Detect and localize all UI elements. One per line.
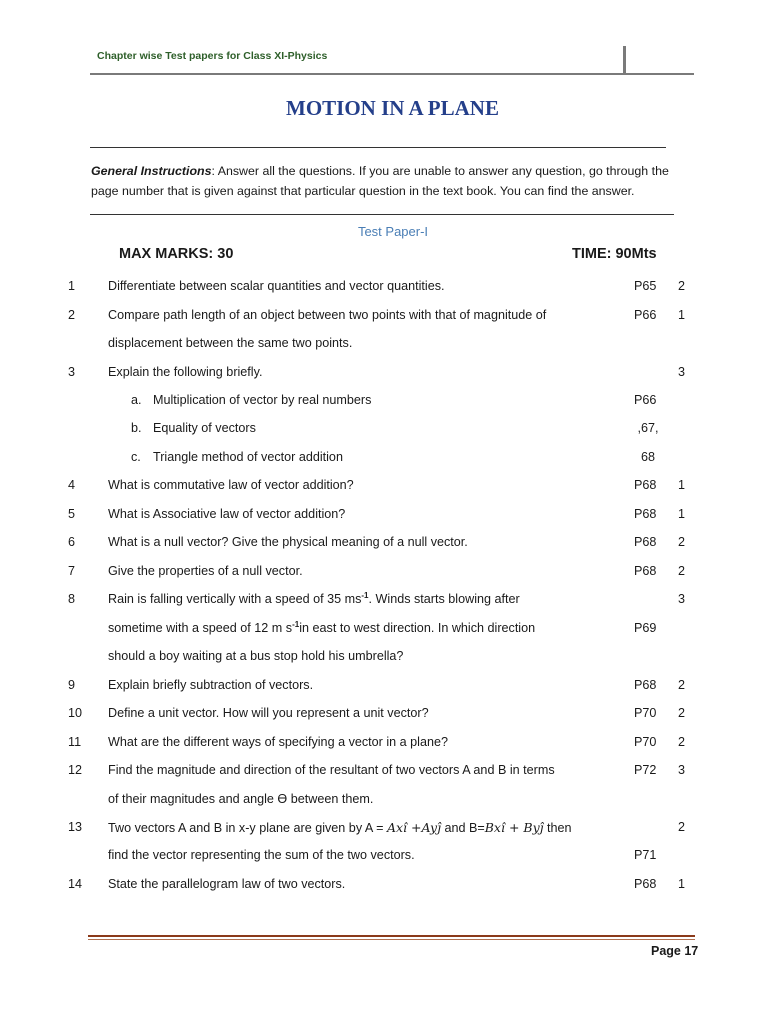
running-header: Chapter wise Test papers for Class XI-Physics xyxy=(97,50,328,62)
question-number: 14 xyxy=(68,877,83,891)
question-2 xyxy=(0,301,768,330)
question-8 xyxy=(0,585,768,614)
question-11 xyxy=(0,728,768,757)
question-text-part: Two vectors A and B in x-y plane are given by A = xyxy=(108,821,387,835)
question-9 xyxy=(0,671,768,700)
question-number: 7 xyxy=(68,564,76,578)
sub-item-letter: c. xyxy=(131,450,141,464)
instructions-rule xyxy=(90,214,674,215)
vector-expression-a: Axî +Ayĵ xyxy=(386,820,441,835)
question-number: 12 xyxy=(68,763,83,777)
question-5 xyxy=(0,500,768,529)
question-marks: 1 xyxy=(678,507,686,521)
question-text: find the vector representing the sum of the two vectors. xyxy=(108,848,415,862)
question-marks: 1 xyxy=(678,877,686,891)
sub-item-text: Equality of vectors xyxy=(153,421,256,435)
page-reference: P70 xyxy=(634,735,657,749)
question-number: 3 xyxy=(68,365,76,379)
question-number: 10 xyxy=(68,706,83,720)
question-12-continued xyxy=(0,785,768,814)
question-13 xyxy=(0,813,768,842)
question-text: Explain the following briefly. xyxy=(108,365,263,379)
page-reference: P71 xyxy=(634,848,657,862)
question-marks: 1 xyxy=(678,308,686,322)
question-6 xyxy=(0,528,768,557)
question-number: 9 xyxy=(68,678,76,692)
page-number: Page 17 xyxy=(651,944,699,958)
page-reference: P68 xyxy=(634,678,657,692)
header-divider xyxy=(623,46,626,74)
question-text: State the parallelogram law of two vectors. xyxy=(108,877,346,891)
question-2-continued xyxy=(0,329,768,358)
question-text: Find the magnitude and direction of the resultant of two vectors A and B in terms xyxy=(108,763,555,777)
question-8-continued xyxy=(0,642,768,671)
page-reference: 68 xyxy=(640,450,655,464)
time-allowed: TIME: 90Mts xyxy=(572,246,657,262)
question-text: What is commutative law of vector addition? xyxy=(108,478,354,492)
page-reference: P68 xyxy=(634,478,657,492)
question-text: Differentiate between scalar quantities and vector quantities. xyxy=(108,279,445,293)
question-marks: 1 xyxy=(678,478,686,492)
sub-item-c xyxy=(0,443,768,472)
page-reference: P66 xyxy=(634,393,657,407)
question-number: 5 xyxy=(68,507,76,521)
question-marks: 2 xyxy=(678,820,686,834)
question-text xyxy=(108,813,572,843)
question-text: What are the different ways of specifying a vector in a plane? xyxy=(108,735,448,749)
instructions-lead: General Instructions xyxy=(91,164,212,178)
page-reference: P66 xyxy=(634,308,657,322)
question-marks: 3 xyxy=(678,763,686,777)
header-rule xyxy=(90,73,694,75)
sub-item-letter: b. xyxy=(131,421,142,435)
question-number: 11 xyxy=(68,735,82,749)
page-reference: P65 xyxy=(634,279,657,293)
question-1 xyxy=(0,272,768,301)
question-text: displacement between the same two points. xyxy=(108,336,353,350)
general-instructions xyxy=(91,162,691,201)
unit-exponent: -1 xyxy=(292,620,300,629)
footer-rule-thin xyxy=(88,939,695,940)
question-number: 8 xyxy=(68,592,76,606)
question-text-part: Rain is falling vertically with a speed of 35 ms xyxy=(108,592,362,606)
question-marks: 2 xyxy=(678,535,686,549)
vector-expression-b: Bxî + Byĵ xyxy=(484,820,544,835)
footer-rule xyxy=(88,935,695,937)
question-number: 2 xyxy=(68,308,76,322)
question-4 xyxy=(0,471,768,500)
question-marks: 2 xyxy=(678,678,686,692)
instructions-body: : Answer all the questions. If you are unable to answer any question, go through the page number that is given against that particular question in the text book. You can find the answer. xyxy=(91,164,669,198)
sub-item-text: Triangle method of vector addition xyxy=(153,450,343,464)
question-marks: 2 xyxy=(678,706,686,720)
question-7 xyxy=(0,557,768,586)
page-reference: P68 xyxy=(634,507,657,521)
question-text-part: then xyxy=(543,821,572,835)
question-marks: 2 xyxy=(678,564,686,578)
page-reference: ,67, xyxy=(637,421,659,435)
question-12 xyxy=(0,756,768,785)
test-paper-label: Test Paper-I xyxy=(357,224,429,239)
question-number: 1 xyxy=(68,279,76,293)
page-reference: P70 xyxy=(634,706,657,720)
question-text: should a boy waiting at a bus stop hold his umbrella? xyxy=(108,649,404,663)
question-3 xyxy=(0,358,768,387)
question-text-part: in east to west direction. In which direction xyxy=(299,621,536,635)
question-marks: 3 xyxy=(678,592,686,606)
question-text-part: . Winds starts blowing after xyxy=(368,592,520,606)
question-number: 4 xyxy=(68,478,76,492)
sub-item-b xyxy=(0,414,768,443)
question-marks: 2 xyxy=(678,735,686,749)
question-number: 6 xyxy=(68,535,76,549)
sub-item-letter: a. xyxy=(131,393,142,407)
question-marks: 2 xyxy=(678,279,686,293)
page-reference: P68 xyxy=(634,564,657,578)
question-10 xyxy=(0,699,768,728)
question-13-continued xyxy=(0,841,768,870)
question-text xyxy=(108,614,535,643)
question-text: Give the properties of a null vector. xyxy=(108,564,303,578)
question-text: Define a unit vector. How will you represent a unit vector? xyxy=(108,706,429,720)
question-text: What is Associative law of vector addition? xyxy=(108,507,346,521)
unit-exponent: -1 xyxy=(361,591,369,600)
page-reference: P68 xyxy=(634,535,657,549)
sub-item-a xyxy=(0,386,768,415)
question-marks: 3 xyxy=(678,365,686,379)
sub-item-text: Multiplication of vector by real numbers xyxy=(153,393,372,407)
question-14 xyxy=(0,870,768,899)
question-text: Compare path length of an object between two points with that of magnitude of xyxy=(108,308,547,322)
question-8-continued xyxy=(0,614,768,643)
question-text-part: sometime with a speed of 12 m s xyxy=(108,621,293,635)
max-marks: MAX MARKS: 30 xyxy=(119,246,234,262)
page-reference: P68 xyxy=(634,877,657,891)
title-rule xyxy=(90,147,666,148)
question-text-part: and B= xyxy=(440,821,485,835)
page-reference: P72 xyxy=(634,763,657,777)
question-text: What is a null vector? Give the physical meaning of a null vector. xyxy=(108,535,468,549)
page-reference: P69 xyxy=(634,621,657,635)
question-text xyxy=(108,585,520,614)
question-text: Explain briefly subtraction of vectors. xyxy=(108,678,314,692)
question-number: 13 xyxy=(68,820,83,834)
question-text: of their magnitudes and angle Ɵ between them. xyxy=(108,792,374,806)
page-title: MOTION IN A PLANE xyxy=(286,96,499,120)
